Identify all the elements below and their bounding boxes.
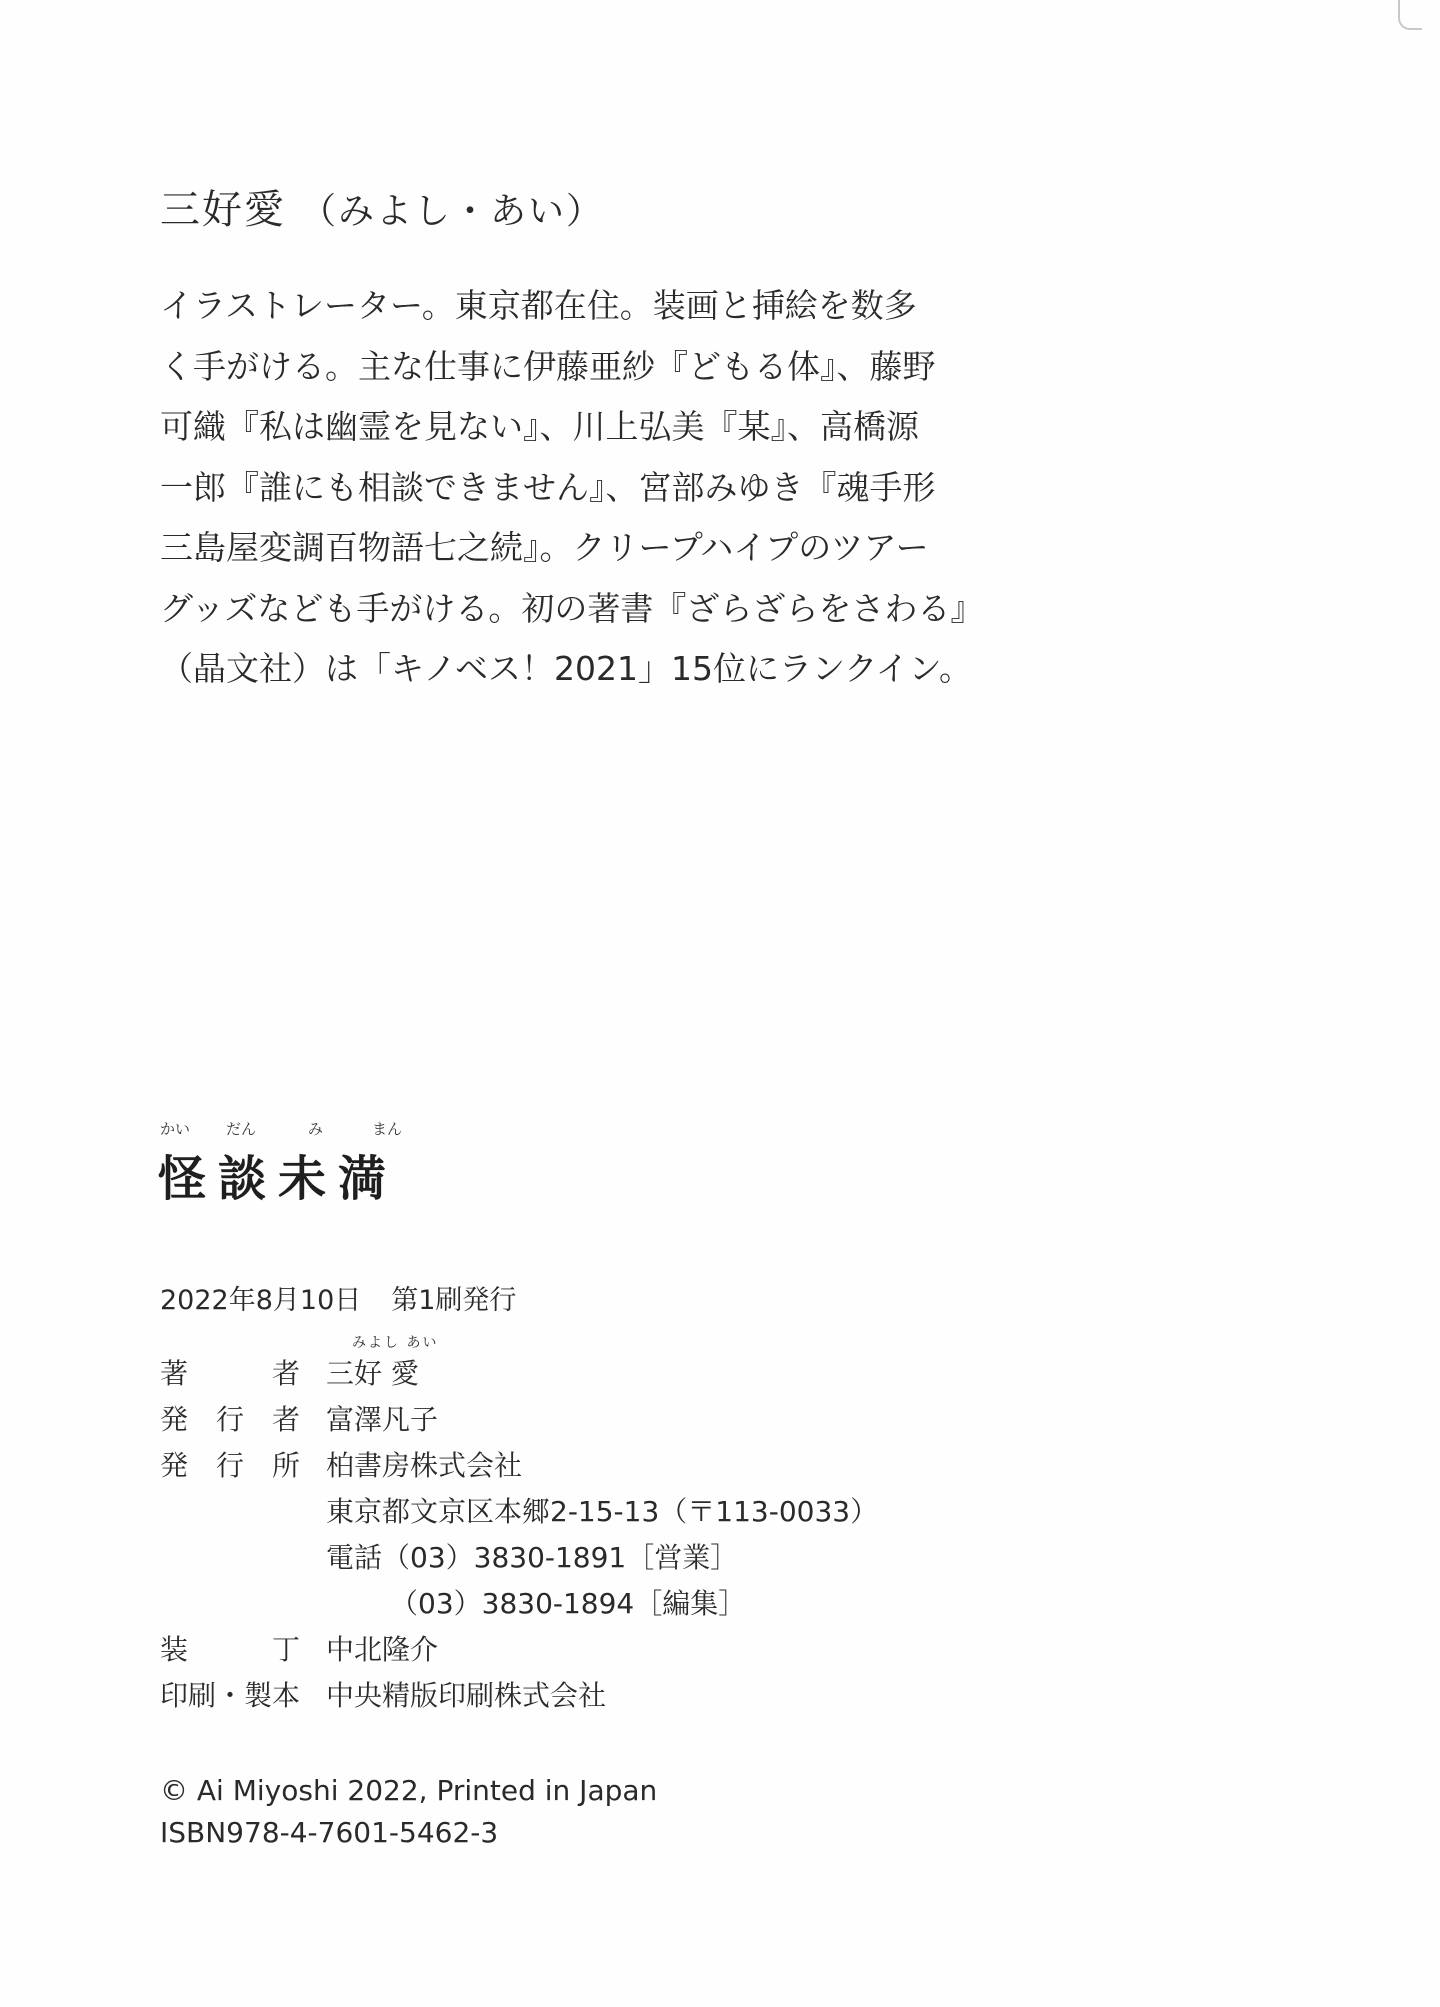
ruby-mi: み (308, 1120, 324, 1138)
edition-date: 2022年8月10日 (160, 1285, 362, 1316)
label-char: 者 (271, 1403, 300, 1436)
author-name: 三好愛 (160, 187, 286, 233)
label-char: 丁 (271, 1633, 300, 1666)
ruby-man: まん (372, 1120, 403, 1138)
label-author (160, 1352, 300, 1392)
copyright-line: © Ai Miyoshi 2022, Printed in Japan (160, 1774, 658, 1807)
publisher-value: 柏書房株式会社 (326, 1449, 523, 1482)
ruby-kai: かい (160, 1120, 191, 1138)
label-char: 者 (271, 1357, 300, 1390)
label-design (160, 1628, 300, 1668)
label-publisher (160, 1444, 300, 1484)
label-char: 著 (160, 1357, 189, 1390)
label-char: 行 (215, 1403, 244, 1436)
author-heading (160, 178, 604, 235)
bio-line: イラストレーター。東京都在住。装画と挿絵を数多 (160, 286, 917, 325)
label-publisher-person (160, 1398, 300, 1438)
phone-editorial: （03）3830-1894［編集］ (390, 1587, 747, 1620)
bio-line: く手がける。主な仕事に伊藤亜紗『どもる体』、藤野 (160, 346, 936, 386)
footer (160, 1770, 657, 1854)
phone-sales: 電話（03）3830-1891［営業］ (326, 1541, 739, 1574)
label-char: 装 (160, 1633, 189, 1666)
isbn-line: ISBN978-4-7601-5462-3 (160, 1816, 499, 1849)
bio-line: （晶文社）は「キノベス！2021」15位にランクイン。 (160, 649, 973, 688)
author-reading: （みよし・あい） (300, 191, 605, 232)
edition-print: 第1刷発行 (391, 1285, 517, 1316)
label-printing (160, 1674, 300, 1714)
label-char: 発 (160, 1403, 189, 1436)
page-edge-mark (1398, 0, 1422, 30)
bio-line: 可織『私は幽霊を見ない』、川上弘美『某』、高橋源 (160, 407, 919, 446)
author-value: 三好 愛 (326, 1357, 419, 1390)
author-bio (160, 276, 984, 700)
label-char: 所 (271, 1449, 300, 1482)
bio-line: 三島屋変調百物語七之続』。クリープハイプのツアー (160, 528, 929, 567)
bio-line: 一郎『誰にも相談できません』、宮部みゆき『魂手形 (160, 467, 936, 507)
label-char: 行 (215, 1449, 244, 1482)
book-title-block (158, 1118, 403, 1209)
label-char: 発 (160, 1449, 189, 1482)
ruby-dan: だん (226, 1120, 257, 1138)
design-value: 中北隆介 (326, 1633, 439, 1666)
printing-value: 中央精版印刷株式会社 (326, 1679, 607, 1712)
bio-line: グッズなども手がける。初の著書『ざらざらをさわる』 (160, 588, 984, 628)
book-title: 怪談未満 (158, 1151, 399, 1207)
label-text: 印刷・製本 (160, 1679, 301, 1712)
edition-line (160, 1278, 516, 1317)
title-ruby (158, 1118, 403, 1140)
publisher-person-value: 富澤凡子 (326, 1403, 439, 1436)
publisher-address: 東京都文京区本郷2-15-13（〒113-0033） (326, 1495, 879, 1528)
author-name-ruby: みよし あい (352, 1335, 439, 1351)
